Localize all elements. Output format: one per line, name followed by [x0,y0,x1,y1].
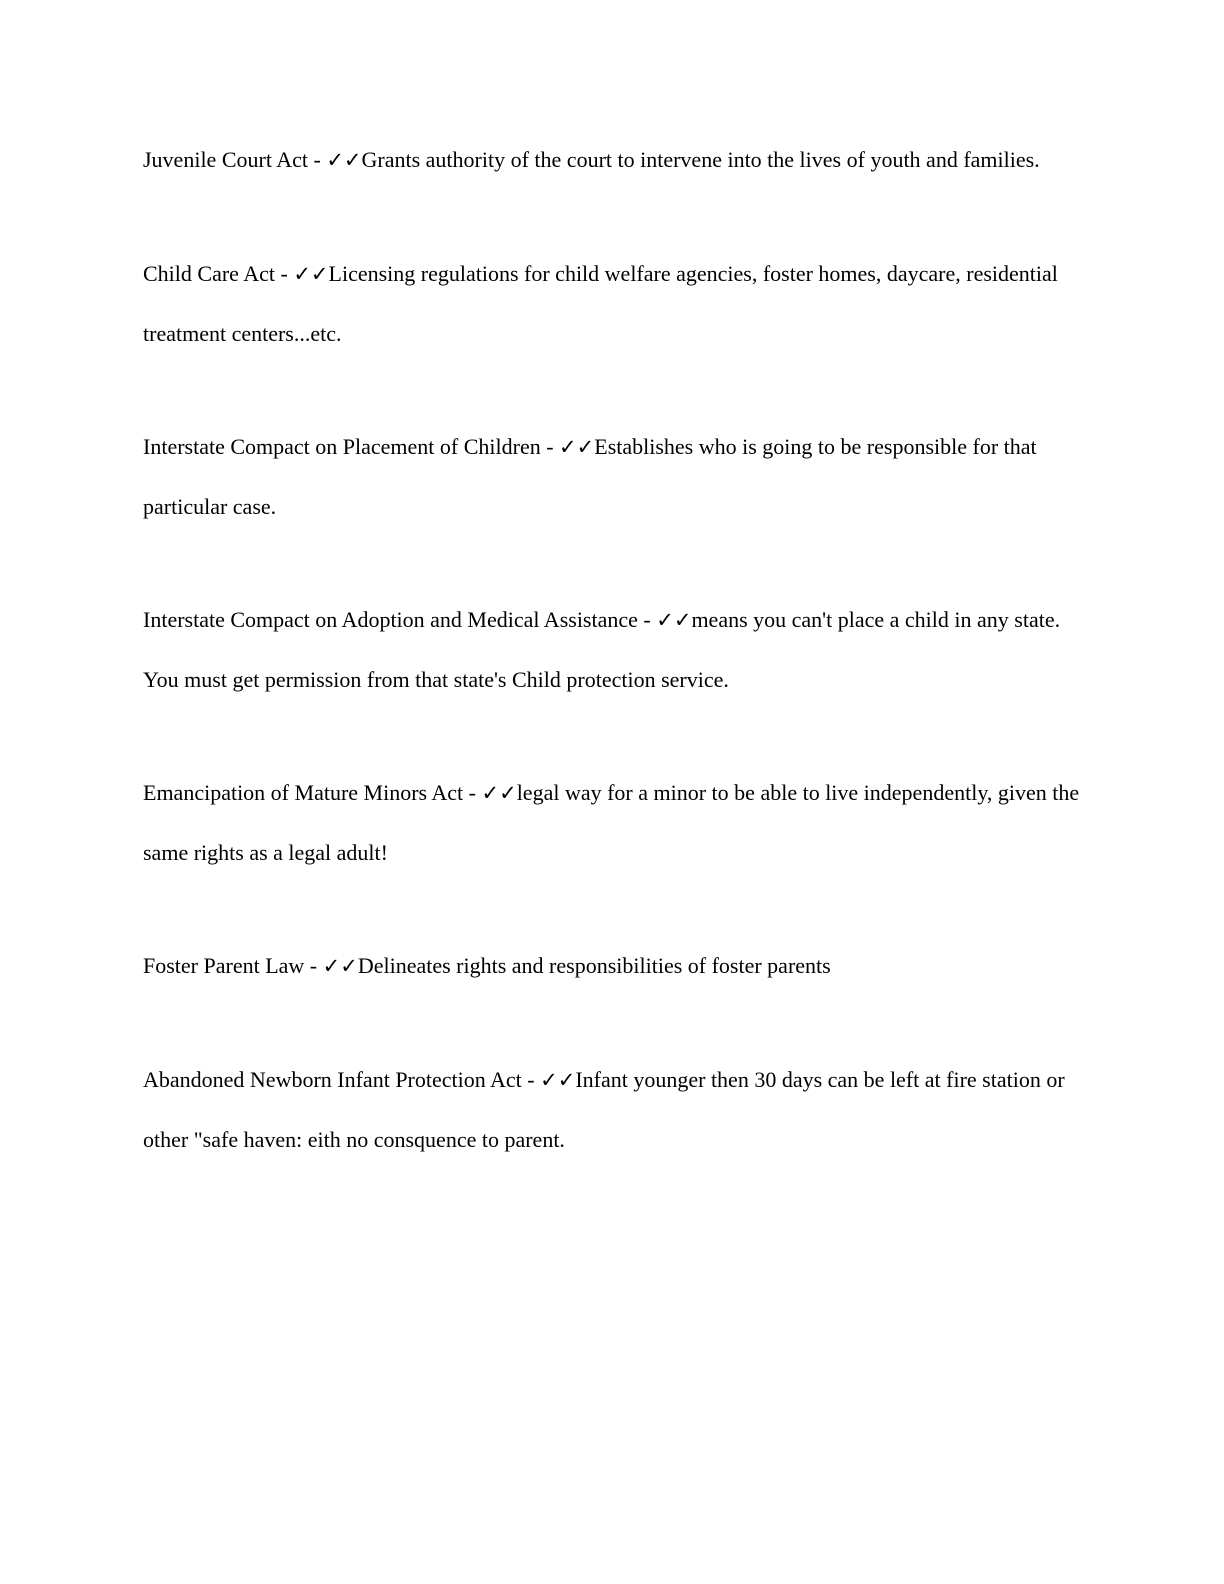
check-mark-icon: ✓✓ [322,954,358,978]
check-mark-icon: ✓✓ [540,1068,576,1092]
entry-term: Abandoned Newborn Infant Protection Act [143,1067,522,1092]
entry-definition: means you can't place a child in any state. You must get permission from that state's Child protection service. [143,607,1061,692]
entry-term: Juvenile Court Act [143,147,308,172]
check-mark-icon: ✓✓ [293,262,329,286]
document-body [143,130,1083,1223]
entry-definition: Licensing regulations for child welfare agencies, foster homes, daycare, residential treatment centers...etc. [143,261,1058,346]
entry-definition: Delineates rights and responsibilities of foster parents [357,953,831,978]
entry-definition: Infant younger then 30 days can be left at fire station or other "safe haven: eith no consquence to parent. [143,1067,1065,1152]
entry-emancipation-act: Emancipation of Mature Minors Act - ✓✓legal way for a minor to be able to live independently, given the same rights as a legal adult! [143,780,1080,865]
check-mark-icon: ✓✓ [481,781,517,805]
entry-interstate-compact-placement: Interstate Compact on Placement of Children - ✓✓Establishes who is going to be responsible for that particular case. [143,434,1037,519]
entry-term: Foster Parent Law [143,953,305,978]
entry-abandoned-newborn-act: Abandoned Newborn Infant Protection Act - ✓✓Infant younger then 30 days can be left at fire station or other "safe haven: eith no consquence to parent. [143,1067,1065,1152]
check-mark-icon: ✓✓ [559,435,595,459]
entry-foster-parent-law: Foster Parent Law - ✓✓Delineates rights and responsibilities of foster parents [143,953,831,978]
entry-term: Interstate Compact on Placement of Children [143,434,541,459]
entry-interstate-compact-adoption: Interstate Compact on Adoption and Medical Assistance - ✓✓means you can't place a child in any state. You must get permission from that state's Child protection service. [143,607,1061,692]
entry-child-care-act: Child Care Act - ✓✓Licensing regulations for child welfare agencies, foster homes, daycare, residential treatment centers...etc. [143,261,1058,346]
entry-definition: Establishes who is going to be responsible for that particular case. [143,434,1037,519]
entry-definition: legal way for a minor to be able to live independently, given the same rights as a legal adult! [143,780,1080,865]
check-mark-icon: ✓✓ [656,608,692,632]
check-mark-icon: ✓✓ [326,148,362,172]
entry-term: Interstate Compact on Adoption and Medical Assistance [143,607,638,632]
entry-term: Emancipation of Mature Minors Act [143,780,464,805]
entry-juvenile-court-act: Juvenile Court Act - ✓✓Grants authority of the court to intervene into the lives of youth and families. [143,147,1040,172]
entry-definition: Grants authority of the court to intervene into the lives of youth and families. [361,147,1040,172]
entry-term: Child Care Act [143,261,275,286]
